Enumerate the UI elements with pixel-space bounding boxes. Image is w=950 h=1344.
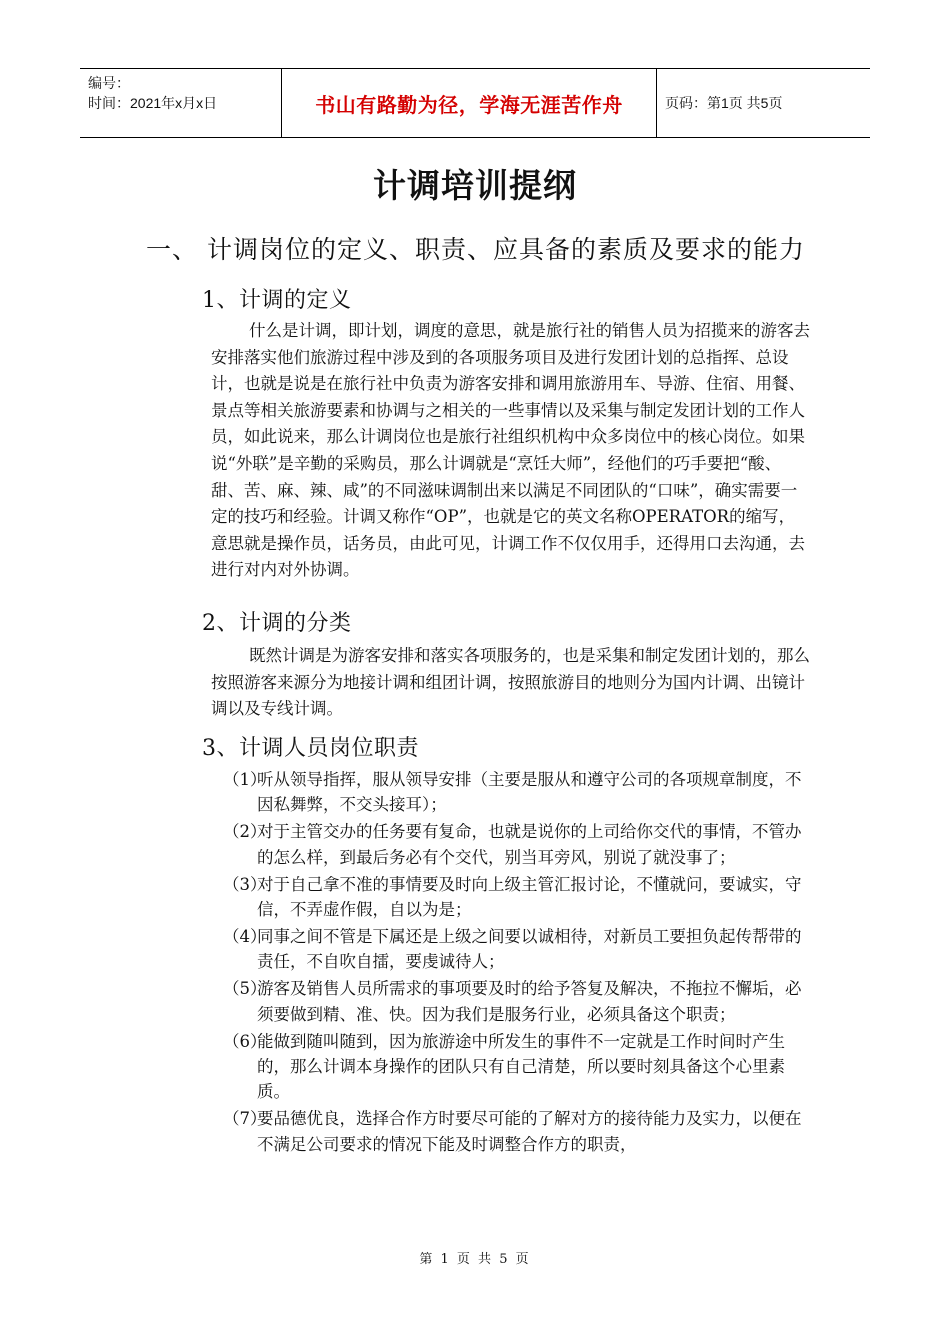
section-heading: 一、 计调岗位的定义、职责、应具备的素质及要求的能力 — [146, 235, 805, 264]
header-number-label: 编号： — [88, 75, 130, 91]
list-item-number: （1） — [223, 770, 267, 789]
page-footer: 第 1 页 共 5 页 — [419, 1252, 531, 1267]
list-item-number: （2） — [223, 822, 267, 842]
subsection-heading-definition: 1、计调的定义 — [202, 288, 352, 313]
list-item-text: 同事之间不管是下属还是上级之间要以诚相待，对新员工要担负起传帮带的责任，不自吹自擂，要虔诚待人； — [257, 926, 802, 972]
list-item-number: （7） — [223, 1109, 267, 1129]
list-item-text: 听从领导指挥，服从领导安排（主要是服从和遵守公司的各项规章制度，不因私舞弊，不交头接耳）； — [257, 770, 802, 815]
header-motto: 书山有路勤为径，学海无涯苦作舟 — [281, 69, 657, 137]
header-meta — [80, 69, 281, 137]
list-item — [223, 872, 813, 923]
list-item-number: （5） — [223, 979, 267, 999]
list-item-number: （6） — [223, 1031, 267, 1051]
page-header — [80, 68, 870, 138]
list-item-text: 游客及销售人员所需求的事项要及时的给予答复及解决，不拖拉不懈垢，必须要做到精、准、快。因为我们是服务行业，必须具备这个职责； — [257, 979, 802, 1024]
list-item-number: （4） — [223, 926, 267, 946]
list-item-text: 对于主管交办的任务要有复命，也就是说你的上司给你交代的事情，不管办的怎么样，到最后务必有个交代，别当耳旁风，别说了就没事了； — [257, 822, 802, 867]
subsection-heading-duties: 3、计调人员岗位职责 — [202, 736, 419, 761]
list-item — [223, 819, 813, 870]
list-item — [223, 1106, 813, 1157]
list-item — [223, 1029, 813, 1105]
list-item-text: 对于自己拿不准的事情要及时向上级主管汇报讨论，不懂就问，要诚实，守信，不弄虚作假，自以为是； — [257, 874, 802, 920]
list-item-text: 要品德优良，选择合作方时要尽可能的了解对方的接待能力及实力，以便在不满足公司要求的情况下能及时调整合作方的职责， — [257, 1109, 802, 1154]
header-date-label: 时间：2021年x月x日 — [88, 95, 218, 111]
list-item — [223, 767, 813, 818]
list-item — [223, 976, 813, 1027]
page-title: 计调培训提纲 — [373, 166, 577, 205]
list-item-number: （3） — [223, 874, 267, 894]
paragraph-definition: 什么是计调，即计划，调度的意思，就是旅行社的销售人员为招揽来的游客去安排落实他们旅游过程中涉及到的各项服务项目及进行发团计划的总指挥、总设计，也就是说是在旅行社中负责为游客安排和调用旅游用车、导游、住宿、用餐、景点等相关旅游要素和协调与之相关的一些事情以及采集与制定发团计划的工作人员，如此说来，那么计调岗位也是旅行社组织机构中众多岗位中的核心岗位。如果说“外联”是辛勤的采购员，那么计调就是“烹饪大师”，经他们的巧手要把“酸、甜、苦、麻、辣、咸”的不同滋味调制出来以满足不同团队的“口味”，确实需要一定的技巧和经验。计调又称作“OP”，也就是它的英文名称OPERATOR的缩写，意思就是操作员，话务员，由此可见，计调工作不仅仅用手，还得用口去沟通，去进行对内对外协调。 — [211, 321, 810, 580]
list-item-text: 能做到随叫随到，因为旅游途中所发生的事件不一定就是工作时间时产生的，那么计调本身操作的团队只有自己清楚，所以要时刻具备这个心里素质。 — [257, 1031, 785, 1102]
header-page-info: 页码：第1页 共5页 — [665, 95, 783, 111]
subsection-heading-classification: 2、计调的分类 — [202, 611, 352, 636]
paragraph-classification: 既然计调是为游客安排和落实各项服务的，也是采集和制定发团计划的，那么按照游客来源分为地接计调和组团计调，按照旅游目的地则分为国内计调、出镜计调以及专线计调。 — [211, 646, 810, 719]
duties-list — [223, 767, 813, 1159]
list-item — [223, 924, 813, 975]
